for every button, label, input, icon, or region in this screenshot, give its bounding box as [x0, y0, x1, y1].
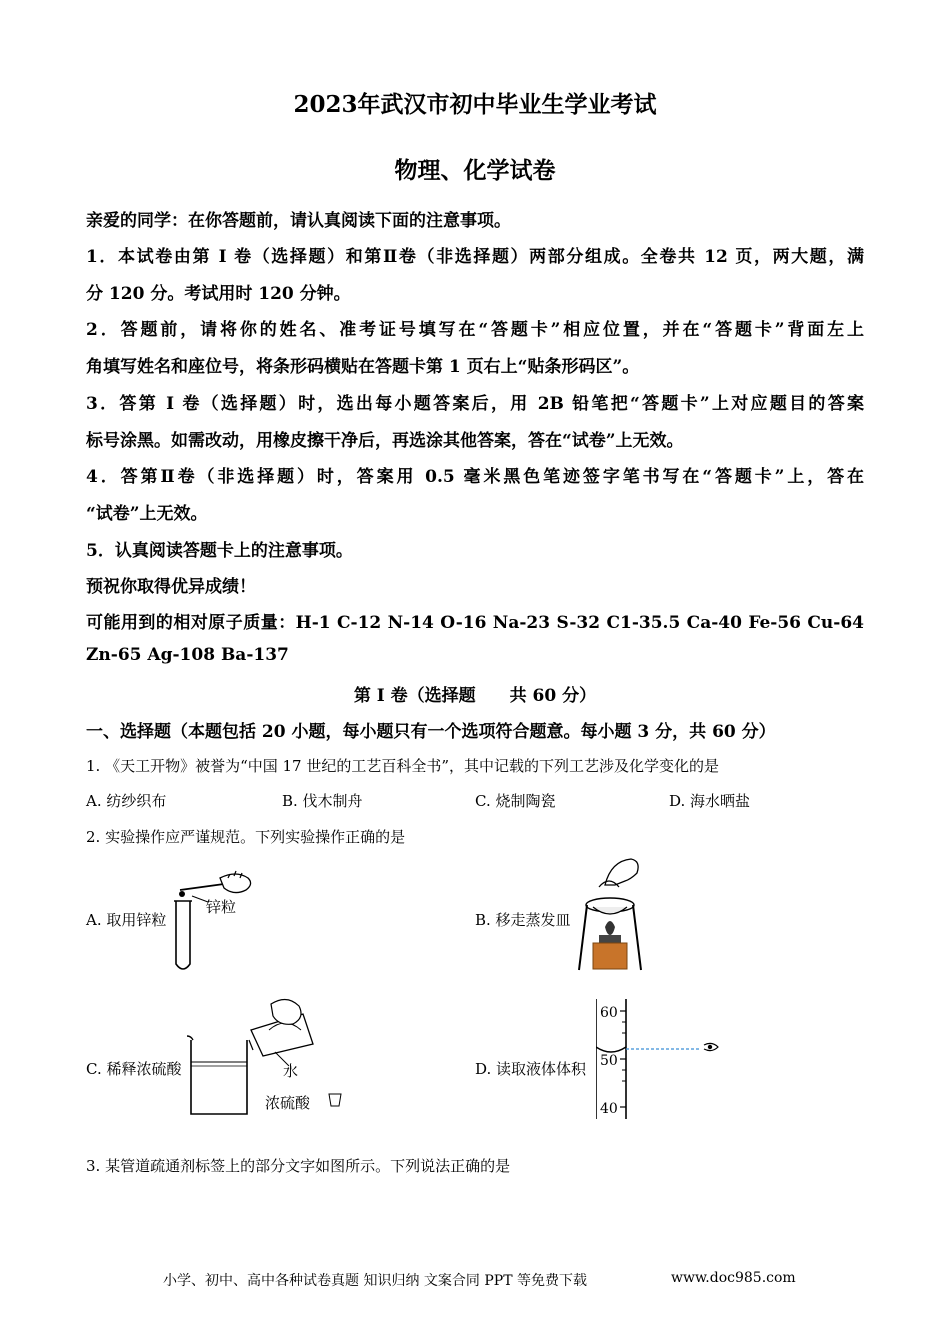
question-1-option-d: D. 海水晒盐	[669, 792, 751, 810]
notice-item-5: 5．认真阅读答题卡上的注意事项。	[86, 541, 353, 561]
notice-item-4-line-1: 4．答第Ⅱ卷（非选择题）时，答案用 0.5 毫米黑色笔迹签字笔书写在“答题卡”上，答在	[86, 467, 864, 487]
notice-item-2-line-2: 角填写姓名和座位号，将条形码横贴在答题卡第 1 页右上“贴条形码区”。	[86, 357, 640, 377]
volume-heading: 第 I 卷（选择题 共 60 分）	[353, 686, 597, 706]
tick-label-60: 60	[600, 1005, 618, 1021]
water-label: 水	[283, 1062, 299, 1080]
atomic-masses-line-2: Zn-65 Ag-108 Ba-137	[86, 645, 289, 665]
zinc-label: 锌粒	[206, 898, 237, 916]
footer-url[interactable]: www.doc985.com	[671, 1270, 796, 1286]
tick-label-50: 50	[600, 1053, 618, 1069]
atomic-masses-line-1: 可能用到的相对原子质量：H-1 C-12 N-14 O-16 Na-23 S-32 C1-35.5 Ca-40 Fe-56 Cu-64	[86, 613, 864, 633]
question-2-option-c-label: C. 稀释浓硫酸	[86, 1060, 182, 1078]
notice-item-1-line-2: 分 120 分。考试用时 120 分钟。	[86, 284, 351, 304]
notice-item-4-line-2: “试卷”上无效。	[86, 504, 208, 524]
notice-intro: 亲爱的同学：在你答题前，请认真阅读下面的注意事项。	[86, 211, 511, 231]
question-1-option-b: B. 伐木制舟	[282, 792, 363, 810]
test-tube-zinc-figure	[168, 856, 268, 976]
tick-label-40: 40	[600, 1101, 618, 1117]
question-1-stem: 1. 《天工开物》被誉为“中国 17 世纪的工艺百科全书”，其中记载的下列工艺涉及化学变化的是	[86, 757, 720, 775]
dilution-figure	[185, 990, 365, 1120]
notice-wish: 预祝你取得优异成绩！	[86, 577, 256, 597]
sulfuric-acid-label: 浓硫酸	[265, 1094, 311, 1112]
question-2-option-a-label: A. 取用锌粒	[86, 911, 167, 929]
footer-text: 小学、初中、高中各种试卷真题 知识归纳 文案合同 PPT 等免费下载	[163, 1273, 587, 1289]
notice-item-3-line-1: 3．答第 I 卷（选择题）时，选出每小题答案后，用 2B 铅笔把“答题卡”上对应题目的答案	[86, 394, 864, 414]
evaporating-dish-figure	[575, 855, 645, 973]
notice-item-1-line-1: 1．本试卷由第 I 卷（选择题）和第Ⅱ卷（非选择题）两部分组成。全卷共 12 页，两大题，满	[86, 247, 864, 267]
graduated-cylinder-figure	[596, 995, 726, 1120]
notice-item-2-line-1: 2．答题前，请将你的姓名、准考证号填写在“答题卡”相应位置，并在“答题卡”背面左上	[86, 320, 864, 340]
question-2-option-d-label: D. 读取液体体积	[475, 1060, 587, 1078]
question-1-option-a: A. 纺纱织布	[86, 792, 167, 810]
question-1-option-c: C. 烧制陶瓷	[475, 792, 556, 810]
question-2-stem: 2. 实验操作应严谨规范。下列实验操作正确的是	[86, 828, 406, 846]
question-2-option-b-label: B. 移走蒸发皿	[475, 911, 571, 929]
exam-title: 2023年武汉市初中毕业生学业考试	[293, 91, 657, 118]
exam-subtitle: 物理、化学试卷	[394, 157, 556, 184]
notice-item-3-line-2: 标号涂黑。如需改动，用橡皮擦干净后，再选涂其他答案，答在“试卷”上无效。	[86, 431, 684, 451]
question-3-stem: 3. 某管道疏通剂标签上的部分文字如图所示。下列说法正确的是	[86, 1157, 511, 1175]
part-one-heading: 一、选择题（本题包括 20 小题，每小题只有一个选项符合题意。每小题 3 分，共 60 分）	[86, 722, 776, 742]
